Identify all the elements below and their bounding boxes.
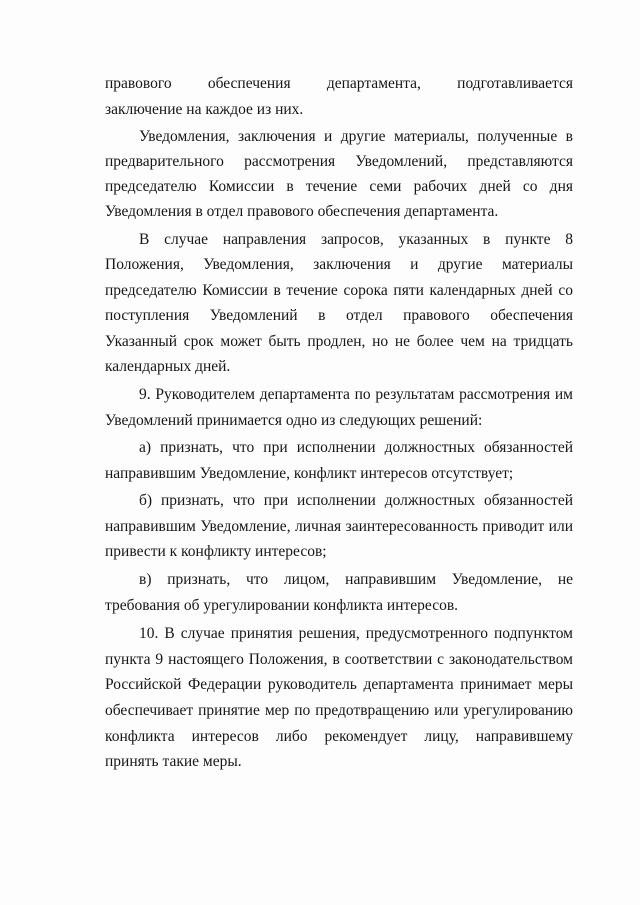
text-line: б) признать, что при исполнении должностных обязанностей (139, 492, 573, 509)
text-line: обеспечивает принятие мер по предотвращению или урегулированию (105, 702, 573, 719)
text-line: В случае направления запросов, указанных в пункте 8 (139, 231, 573, 248)
text-line: направившим Уведомление, личная заинтересованность приводит или (105, 518, 573, 535)
text-line: 9. Руководителем департамента по результатам рассмотрения им (139, 386, 573, 403)
text-line: принять такие меры. (105, 753, 242, 770)
text-line: заключение на каждое из них. (105, 101, 304, 118)
text-line: Уведомлений принимается одно из следующих решений: (105, 412, 483, 429)
text-line: Уведомления в отдел правового обеспечения департамента. (105, 203, 499, 220)
text-line: Российской Федерации руководитель департамента принимает меры (105, 676, 573, 693)
text-line: Уведомления, заключения и другие материалы, полученные в (139, 128, 573, 145)
text-line: предварительного рассмотрения Уведомлений, представляются (105, 153, 573, 170)
text-line: Указанный срок может быть продлен, но не более чем на тридцать (105, 333, 573, 350)
text-line: 10. В случае принятия решения, предусмотренного подпунктом (139, 625, 573, 642)
text-line: календарных дней. (105, 358, 231, 375)
text-line: а) признать, что при исполнении должностных обязанностей (139, 439, 573, 456)
text-line: в) признать, что лицом, направившим Уведомление, не (139, 571, 573, 588)
text-line: поступления Уведомлений в отдел правового обеспечения (105, 307, 573, 324)
text-line: конфликта интересов либо рекомендует лицу, направившему (105, 728, 573, 745)
text-line: правового обеспечения департамента, подготавливается (105, 75, 573, 92)
text-line: пункта 9 настоящего Положения, в соответствии с законодательством (105, 651, 573, 668)
text-line: председателю Комиссии в течение семи рабочих дней со дня (105, 178, 573, 195)
text-line: направившим Уведомление, конфликт интересов отсутствует; (105, 465, 514, 482)
text-line: привести к конфликту интересов; (105, 543, 327, 560)
text-line: требования об урегулировании конфликта интересов. (105, 597, 459, 614)
text-line: председателю Комиссии в течение сорока пяти календарных дней со (105, 282, 573, 299)
text-line: Положения, Уведомления, заключения и другие материалы (105, 256, 573, 273)
